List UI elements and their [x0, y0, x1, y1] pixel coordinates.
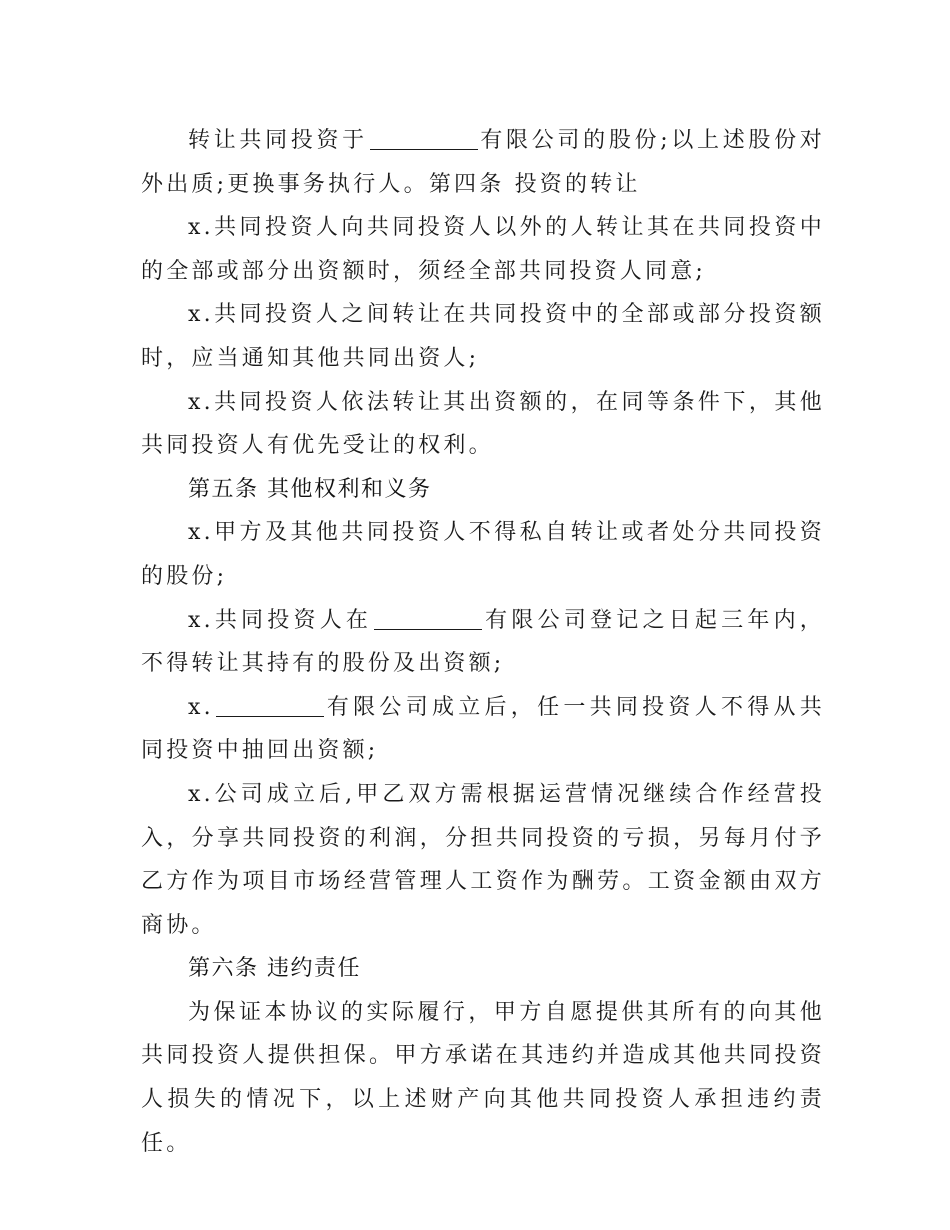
paragraph-share-transfer-scope: 转让共同投资于 有限公司的股份;以上述股份对外出质;更换事务执行人。第四条 投资的转让 [141, 128, 825, 197]
paragraph-no-private-disposal: x.甲方及其他共同投资人不得私自转让或者处分共同投资的股份; [141, 520, 825, 589]
paragraph-preemptive-right: x.共同投资人依法转让其出资额的，在同等条件下，其他共同投资人有优先受让的权利。 [141, 389, 825, 459]
document-body [141, 119, 825, 1165]
paragraph-internal-transfer: x.共同投资人之间转让在共同投资中的全部或部分投资额时，应当通知其他共同出资人; [141, 302, 825, 371]
paragraph-profit-sharing: x.公司成立后,甲乙双方需根据运营情况继续合作经营投入，分享共同投资的利润，分担共同投资的亏损，另每月付予乙方作为项目市场经营管理人工资作为酬劳。工资金额由双方商协。 [141, 781, 825, 938]
paragraph-external-transfer: x.共同投资人向共同投资人以外的人转让其在共同投资中的全部或部分出资额时，须经全部共同投资人同意; [141, 215, 825, 284]
paragraph-no-withdrawal: x. 有限公司成立后，任一共同投资人不得从共同投资中抽回出资额; [141, 694, 825, 764]
blank-company-name [370, 127, 478, 150]
blank-company-name [374, 607, 482, 630]
paragraph-liability: 为保证本协议的实际履行，甲方自愿提供其所有的向其他共同投资人提供担保。甲方承诺在其违约并造成其他共同投资人损失的情况下，以上述财产向其他共同投资人承担违约责任。 [141, 999, 825, 1156]
paragraph-lockup-period: x.共同投资人在 有限公司登记之日起三年内，不得转让其持有的股份及出资额; [141, 607, 825, 677]
heading-article-five: 第五条 其他权利和义务 [188, 476, 432, 502]
blank-company-name [216, 694, 324, 717]
heading-article-six: 第六条 违约责任 [188, 956, 361, 982]
